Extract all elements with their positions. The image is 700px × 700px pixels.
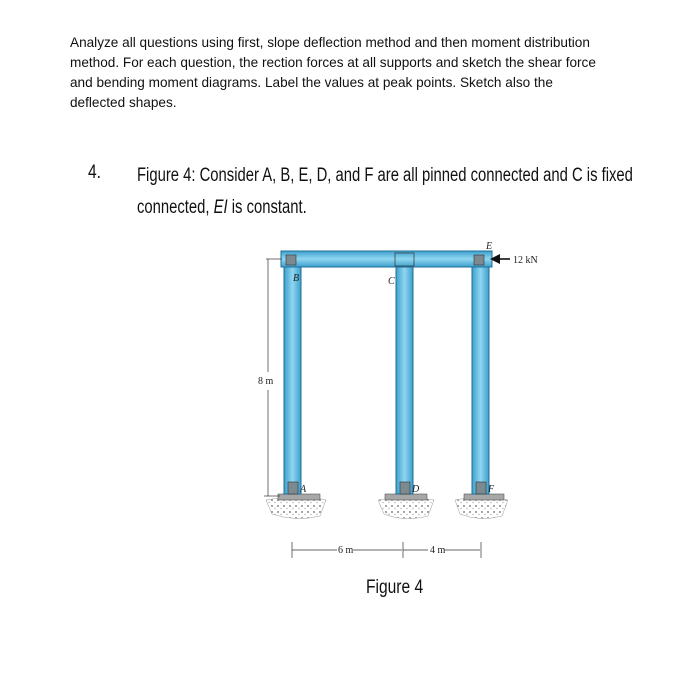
pin-F xyxy=(476,482,486,494)
support-F xyxy=(464,494,504,500)
label-A: A xyxy=(300,484,307,495)
question-line-1: Figure 4: Consider A, B, E, D, and F are all pinned connected and C is fixed xyxy=(137,165,633,186)
label-F: F xyxy=(488,484,495,495)
label-E: E xyxy=(486,241,493,252)
span2-dim-label: 4 m xyxy=(430,545,446,556)
label-B: B xyxy=(293,273,300,284)
label-C: C xyxy=(388,276,395,287)
column-CD xyxy=(396,264,413,494)
joint-B xyxy=(286,255,296,265)
pin-A xyxy=(288,482,298,494)
span1-dim-label: 6 m xyxy=(338,545,354,556)
label-D: D xyxy=(412,484,420,495)
instructions-line-1: Analyze all questions using first, slope deflection method and then moment distribution xyxy=(70,35,590,50)
beam-BE xyxy=(281,251,492,267)
instructions-line-3: and bending moment diagrams. Label the values at peak points. Sketch also the xyxy=(70,75,553,90)
question-number: 4. xyxy=(88,162,102,183)
height-dim-label: 8 m xyxy=(258,376,274,387)
question-line-2-post: is constant. xyxy=(227,197,307,218)
span-dimensions xyxy=(292,542,481,558)
question-line-2-pre: connected, xyxy=(137,197,214,218)
pin-D xyxy=(400,482,410,494)
column-EF xyxy=(472,264,489,494)
joint-E xyxy=(474,255,484,265)
ei-symbol: EI xyxy=(213,197,228,218)
figure-caption: Figure 4 xyxy=(366,577,424,598)
support-A xyxy=(278,494,320,500)
column-AB xyxy=(284,264,301,494)
support-D xyxy=(385,494,427,500)
instructions-line-2: method. For each question, the rection forces at all supports and sketch the shear force xyxy=(70,55,596,70)
instructions-line-4: deflected shapes. xyxy=(70,95,177,110)
load-arrow xyxy=(490,254,510,264)
load-label: 12 kN xyxy=(513,255,538,266)
